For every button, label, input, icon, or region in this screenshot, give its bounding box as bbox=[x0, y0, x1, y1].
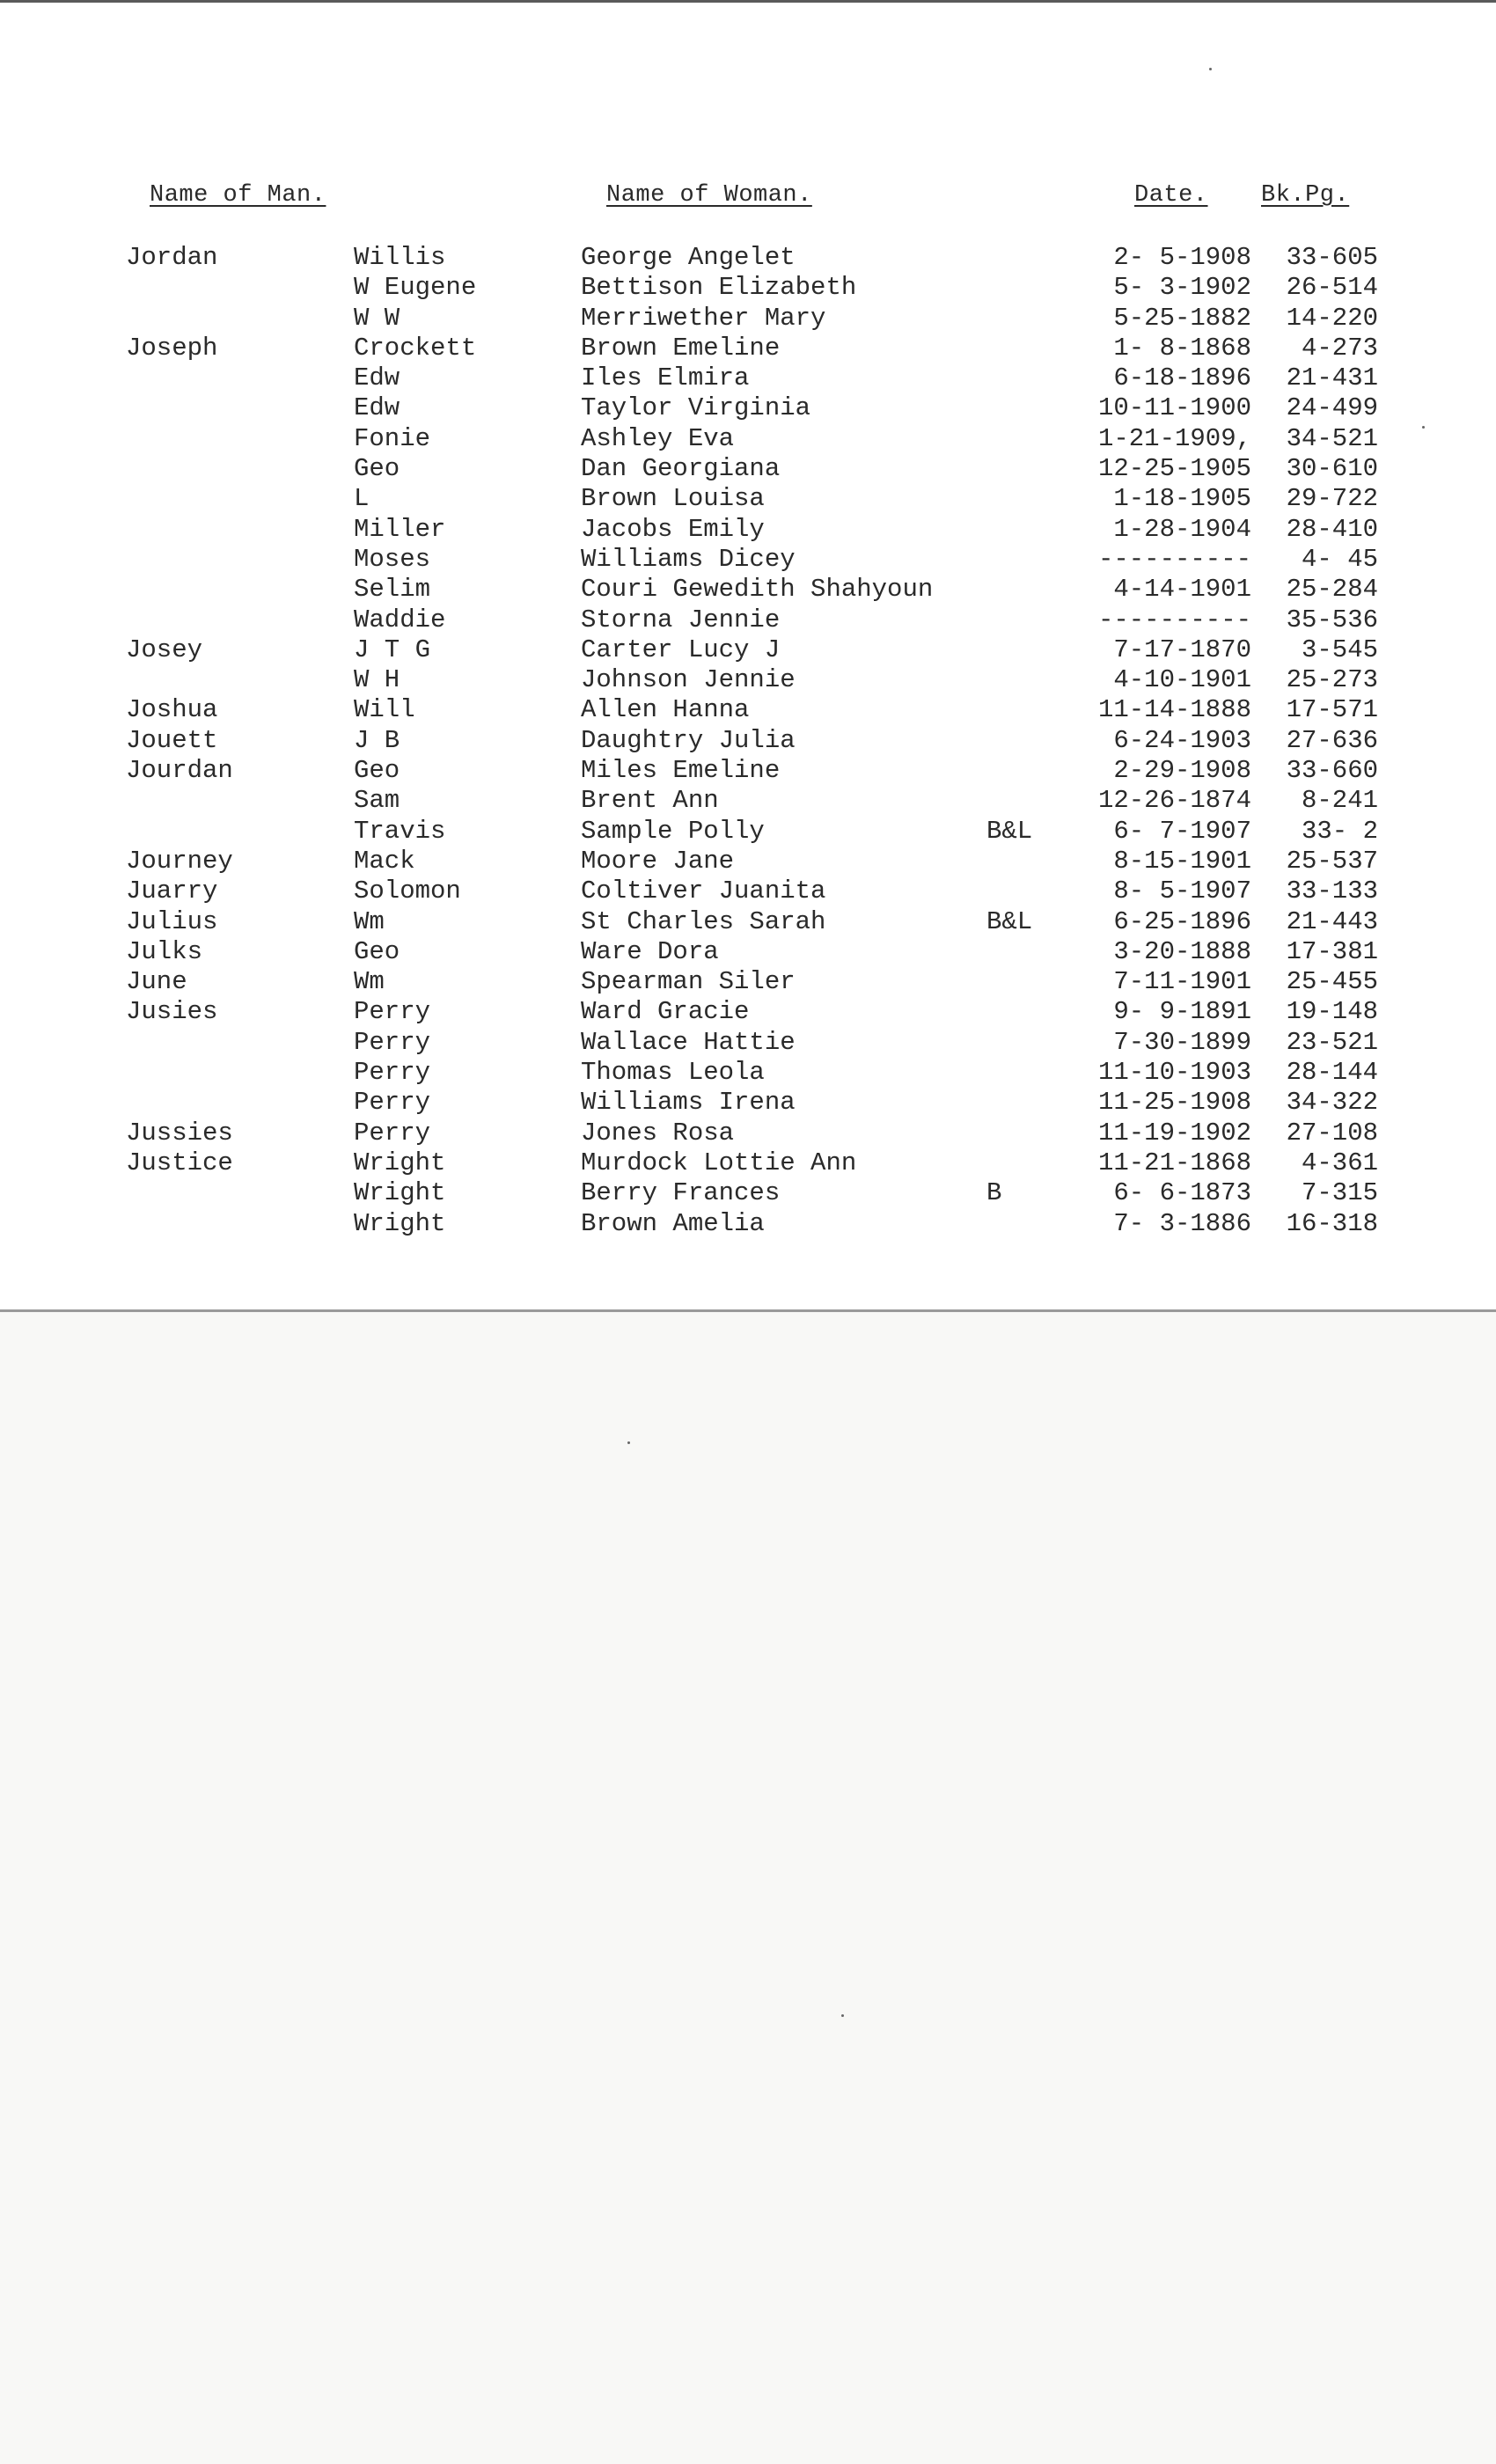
scan-speck bbox=[1422, 426, 1425, 429]
woman-name: Spearman Siler bbox=[581, 967, 796, 997]
book-page: 24-499 bbox=[1286, 393, 1378, 423]
record-row bbox=[0, 967, 1496, 997]
book-page: 35-536 bbox=[1286, 605, 1378, 634]
record-row bbox=[0, 635, 1496, 665]
header-name-of-woman: Name of Woman. bbox=[606, 182, 812, 209]
man-given-name: Edw bbox=[354, 393, 400, 423]
woman-name: Moore Jane bbox=[581, 846, 735, 876]
man-given-name: Will bbox=[354, 695, 415, 725]
marriage-date: 6- 7-1907 bbox=[1113, 816, 1251, 846]
man-given-name: Geo bbox=[354, 756, 400, 786]
man-surname: Jouett bbox=[126, 725, 218, 755]
woman-name: Merriwether Mary bbox=[581, 303, 826, 333]
book-page: 23-521 bbox=[1286, 1027, 1378, 1057]
marriage-date: 10-11-1900 bbox=[1097, 393, 1251, 423]
marriage-date: 1-21-1909, bbox=[1097, 423, 1251, 453]
record-note: B&L bbox=[986, 906, 1033, 936]
man-surname: Justice bbox=[126, 1148, 233, 1177]
record-row bbox=[0, 937, 1496, 967]
man-given-name: Wright bbox=[354, 1178, 446, 1208]
record-row bbox=[0, 605, 1496, 635]
woman-name: Williams Dicey bbox=[581, 544, 796, 574]
marriage-date: ---------- bbox=[1097, 605, 1251, 634]
man-surname: Julks bbox=[126, 936, 203, 966]
marriage-date: 1-28-1904 bbox=[1113, 514, 1251, 544]
book-page: 25-537 bbox=[1286, 846, 1378, 876]
scan-speck bbox=[627, 1441, 630, 1444]
man-surname: Jordan bbox=[126, 243, 218, 272]
marriage-date: 6-25-1896 bbox=[1113, 906, 1251, 936]
woman-name: Miles Emeline bbox=[581, 756, 781, 786]
record-row bbox=[0, 1209, 1496, 1239]
woman-name: Couri Gewedith Shahyoun bbox=[581, 575, 934, 605]
book-page: 16-318 bbox=[1286, 1208, 1378, 1238]
marriage-date: 2-29-1908 bbox=[1113, 756, 1251, 786]
record-row bbox=[0, 1148, 1496, 1178]
book-page: 21-431 bbox=[1286, 363, 1378, 393]
book-page: 27-108 bbox=[1286, 1118, 1378, 1148]
marriage-date: 7-30-1899 bbox=[1113, 1027, 1251, 1057]
book-page: 25-273 bbox=[1286, 665, 1378, 695]
woman-name: Ashley Eva bbox=[581, 423, 735, 453]
marriage-date: ---------- bbox=[1097, 544, 1251, 574]
book-page: 4- 45 bbox=[1301, 544, 1378, 574]
book-page: 25-284 bbox=[1286, 575, 1378, 605]
book-page: 33-660 bbox=[1286, 756, 1378, 786]
man-surname: Julius bbox=[126, 906, 218, 936]
marriage-date: 11-10-1903 bbox=[1097, 1058, 1251, 1088]
marriage-date: 7-17-1870 bbox=[1113, 634, 1251, 664]
record-note: B&L bbox=[986, 816, 1033, 846]
book-page: 25-455 bbox=[1286, 967, 1378, 997]
book-page: 30-610 bbox=[1286, 454, 1378, 484]
book-page: 33-133 bbox=[1286, 876, 1378, 906]
man-given-name: Miller bbox=[354, 514, 446, 544]
book-page: 17-381 bbox=[1286, 936, 1378, 966]
woman-name: Murdock Lottie Ann bbox=[581, 1148, 857, 1177]
book-page: 17-571 bbox=[1286, 695, 1378, 725]
record-row bbox=[0, 273, 1496, 303]
man-given-name: Solomon bbox=[354, 876, 461, 906]
record-row bbox=[0, 484, 1496, 514]
woman-name: Taylor Virginia bbox=[581, 393, 811, 423]
book-page: 33- 2 bbox=[1301, 816, 1378, 846]
man-given-name: Travis bbox=[354, 816, 446, 846]
woman-name: St Charles Sarah bbox=[581, 906, 826, 936]
record-row bbox=[0, 424, 1496, 454]
scan-speck bbox=[1209, 68, 1212, 70]
marriage-date: 7- 3-1886 bbox=[1113, 1208, 1251, 1238]
man-given-name: Willis bbox=[354, 243, 446, 272]
man-given-name: L bbox=[354, 484, 370, 514]
woman-name: Coltiver Juanita bbox=[581, 876, 826, 906]
man-given-name: Edw bbox=[354, 363, 400, 393]
marriage-date: 8-15-1901 bbox=[1113, 846, 1251, 876]
man-given-name: Perry bbox=[354, 1027, 431, 1057]
woman-name: Johnson Jennie bbox=[581, 665, 796, 695]
marriage-date: 12-25-1905 bbox=[1097, 454, 1251, 484]
book-page: 28-144 bbox=[1286, 1058, 1378, 1088]
record-row bbox=[0, 876, 1496, 906]
record-row bbox=[0, 695, 1496, 725]
book-page: 27-636 bbox=[1286, 725, 1378, 755]
man-given-name: Perry bbox=[354, 1058, 431, 1088]
record-row bbox=[0, 304, 1496, 334]
book-page: 14-220 bbox=[1286, 303, 1378, 333]
marriage-date: 7-11-1901 bbox=[1113, 967, 1251, 997]
book-page: 3-545 bbox=[1301, 634, 1378, 664]
woman-name: Brown Amelia bbox=[581, 1208, 765, 1238]
marriage-date: 12-26-1874 bbox=[1097, 786, 1251, 816]
woman-name: Daughtry Julia bbox=[581, 725, 796, 755]
book-page: 26-514 bbox=[1286, 273, 1378, 303]
book-page: 4-361 bbox=[1301, 1148, 1378, 1177]
man-surname: Jourdan bbox=[126, 756, 233, 786]
marriage-date: 3-20-1888 bbox=[1113, 936, 1251, 966]
record-note: B bbox=[986, 1178, 1002, 1208]
woman-name: Williams Irena bbox=[581, 1088, 796, 1118]
man-surname: Jussies bbox=[126, 1118, 233, 1148]
man-given-name: Wm bbox=[354, 967, 385, 997]
record-row bbox=[0, 1058, 1496, 1088]
woman-name: Carter Lucy J bbox=[581, 634, 781, 664]
record-row bbox=[0, 1088, 1496, 1118]
marriage-date: 2- 5-1908 bbox=[1113, 243, 1251, 272]
woman-name: Iles Elmira bbox=[581, 363, 750, 393]
book-page: 34-322 bbox=[1286, 1088, 1378, 1118]
header-date: Date. bbox=[1134, 182, 1208, 209]
man-given-name: Sam bbox=[354, 786, 400, 816]
marriage-date: 1- 8-1868 bbox=[1113, 333, 1251, 363]
woman-name: Ward Gracie bbox=[581, 997, 750, 1027]
woman-name: Jones Rosa bbox=[581, 1118, 735, 1148]
scan-top-edge bbox=[0, 0, 1496, 3]
man-given-name: Wright bbox=[354, 1208, 446, 1238]
marriage-date: 6-24-1903 bbox=[1113, 725, 1251, 755]
man-surname: Joseph bbox=[126, 333, 218, 363]
record-row bbox=[0, 393, 1496, 423]
header-book-page: Bk.Pg. bbox=[1261, 182, 1350, 209]
man-given-name: Waddie bbox=[354, 605, 446, 634]
man-given-name: Mack bbox=[354, 846, 415, 876]
man-surname: June bbox=[126, 967, 187, 997]
book-page: 8-241 bbox=[1301, 786, 1378, 816]
book-page: 7-315 bbox=[1301, 1178, 1378, 1208]
man-surname: Jusies bbox=[126, 997, 218, 1027]
man-given-name: Fonie bbox=[354, 423, 431, 453]
record-row bbox=[0, 334, 1496, 363]
woman-name: Storna Jennie bbox=[581, 605, 781, 634]
book-page: 4-273 bbox=[1301, 333, 1378, 363]
blank-page bbox=[0, 1312, 1496, 2464]
woman-name: Wallace Hattie bbox=[581, 1027, 796, 1057]
record-row bbox=[0, 363, 1496, 393]
man-given-name: Geo bbox=[354, 936, 400, 966]
woman-name: Brown Emeline bbox=[581, 333, 781, 363]
record-row bbox=[0, 1178, 1496, 1208]
man-given-name: J B bbox=[354, 725, 400, 755]
record-row bbox=[0, 243, 1496, 273]
man-given-name: Perry bbox=[354, 1088, 431, 1118]
woman-name: Bettison Elizabeth bbox=[581, 273, 857, 303]
man-surname: Journey bbox=[126, 846, 233, 876]
book-page: 28-410 bbox=[1286, 514, 1378, 544]
woman-name: Ware Dora bbox=[581, 936, 719, 966]
record-row bbox=[0, 817, 1496, 847]
man-given-name: Wm bbox=[354, 906, 385, 936]
record-row bbox=[0, 665, 1496, 695]
man-given-name: Perry bbox=[354, 997, 431, 1027]
man-given-name: Geo bbox=[354, 454, 400, 484]
marriage-date: 4-10-1901 bbox=[1113, 665, 1251, 695]
woman-name: Berry Frances bbox=[581, 1178, 781, 1208]
marriage-date: 11-25-1908 bbox=[1097, 1088, 1251, 1118]
marriage-date: 4-14-1901 bbox=[1113, 575, 1251, 605]
woman-name: Thomas Leola bbox=[581, 1058, 765, 1088]
marriage-date: 5- 3-1902 bbox=[1113, 273, 1251, 303]
man-surname: Juarry bbox=[126, 876, 218, 906]
record-row bbox=[0, 1028, 1496, 1058]
marriage-date: 11-21-1868 bbox=[1097, 1148, 1251, 1177]
book-page: 34-521 bbox=[1286, 423, 1378, 453]
woman-name: Brown Louisa bbox=[581, 484, 765, 514]
man-given-name: Moses bbox=[354, 544, 431, 574]
man-given-name: J T G bbox=[354, 634, 431, 664]
record-row bbox=[0, 907, 1496, 937]
man-given-name: W Eugene bbox=[354, 273, 477, 303]
man-given-name: W H bbox=[354, 665, 400, 695]
woman-name: Jacobs Emily bbox=[581, 514, 765, 544]
record-row bbox=[0, 997, 1496, 1027]
man-given-name: Crockett bbox=[354, 333, 477, 363]
record-row bbox=[0, 756, 1496, 786]
marriage-date: 6-18-1896 bbox=[1113, 363, 1251, 393]
marriage-date: 8- 5-1907 bbox=[1113, 876, 1251, 906]
book-page: 29-722 bbox=[1286, 484, 1378, 514]
man-surname: Josey bbox=[126, 634, 203, 664]
man-given-name: Wright bbox=[354, 1148, 446, 1177]
marriage-date: 1-18-1905 bbox=[1113, 484, 1251, 514]
record-row bbox=[0, 454, 1496, 484]
book-page: 33-605 bbox=[1286, 243, 1378, 272]
header-name-of-man: Name of Man. bbox=[150, 182, 326, 209]
scan-speck bbox=[841, 2014, 844, 2017]
woman-name: George Angelet bbox=[581, 243, 796, 272]
record-row bbox=[0, 1118, 1496, 1148]
book-page: 21-443 bbox=[1286, 906, 1378, 936]
marriage-records-list bbox=[0, 243, 1496, 1239]
man-given-name: W W bbox=[354, 303, 400, 333]
marriage-date: 6- 6-1873 bbox=[1113, 1178, 1251, 1208]
woman-name: Brent Ann bbox=[581, 786, 719, 816]
record-row bbox=[0, 847, 1496, 876]
record-row bbox=[0, 786, 1496, 816]
record-row bbox=[0, 575, 1496, 605]
record-row bbox=[0, 545, 1496, 575]
man-given-name: Selim bbox=[354, 575, 431, 605]
marriage-date: 9- 9-1891 bbox=[1113, 997, 1251, 1027]
record-row bbox=[0, 726, 1496, 756]
woman-name: Dan Georgiana bbox=[581, 454, 781, 484]
man-surname: Joshua bbox=[126, 695, 218, 725]
woman-name: Sample Polly bbox=[581, 816, 765, 846]
marriage-date: 5-25-1882 bbox=[1113, 303, 1251, 333]
man-given-name: Perry bbox=[354, 1118, 431, 1148]
marriage-date: 11-14-1888 bbox=[1097, 695, 1251, 725]
marriage-date: 11-19-1902 bbox=[1097, 1118, 1251, 1148]
book-page: 19-148 bbox=[1286, 997, 1378, 1027]
record-row bbox=[0, 515, 1496, 545]
woman-name: Allen Hanna bbox=[581, 695, 750, 725]
